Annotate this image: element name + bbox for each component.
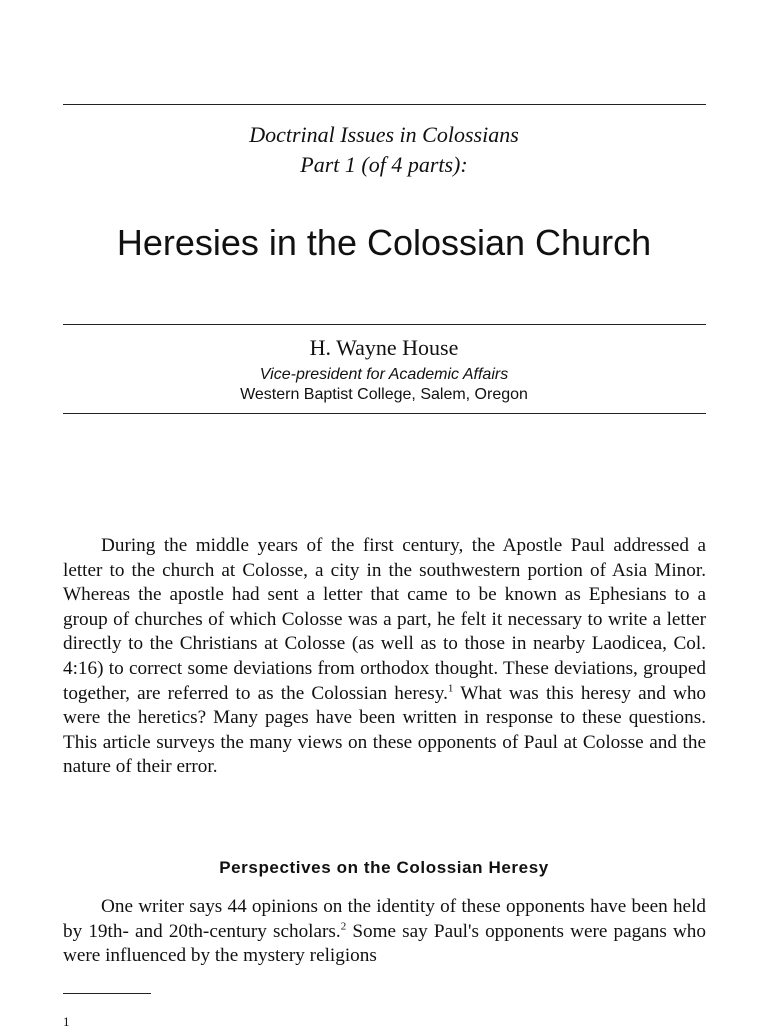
section-heading: Perspectives on the Colossian Heresy xyxy=(219,858,549,877)
series-line-2: Part 1 (of 4 parts): xyxy=(300,152,468,177)
footnote-rule xyxy=(63,993,151,994)
footnote-marker: 1 xyxy=(63,1014,70,1029)
footnote-ref-2: 2 xyxy=(340,920,347,933)
author-institution: Western Baptist College, Salem, Oregon xyxy=(240,386,528,403)
intro-paragraph xyxy=(63,534,706,780)
title-rule xyxy=(63,324,706,325)
top-rule xyxy=(63,104,706,105)
series-line-1: Doctrinal Issues in Colossians xyxy=(249,122,519,147)
section-paragraph xyxy=(63,895,706,969)
author-name: H. Wayne House xyxy=(309,335,459,360)
intro-text-a: During the middle years of the first century, the Apostle Paul addressed a letter to the church at Colosse, a city in the southwestern portion of Asia Minor. Whereas the apostle had sent a letter that came to be known as Ephesians to a group of churches of which Colosse was a part, he felt it necessary to write a letter directly to the Christians at Colosse (as well as to those in nearby Laodicea, Col. 4:16) to correct some deviations from orthodox thought. These deviations, grouped together, are referred to as the Colossian heresy. xyxy=(63,535,706,704)
article-title: Heresies in the Colossian Church xyxy=(116,222,652,263)
section-text-a: One writer says 44 opinions on the identity of these opponents have been held by 19th- and 20th-century scholars. xyxy=(63,896,706,942)
section-text-b: Some say Paul's opponents were pagans who were influenced by the mystery religions xyxy=(63,920,706,967)
intro-text-b: What was this heresy and who were the heretics? Many pages have been written in response to these questions. This article surveys the many views on these opponents of Paul at Colosse and the nature of their error. xyxy=(63,682,707,778)
footnote-ref-1: 1 xyxy=(447,682,454,695)
author-position: Vice-president for Academic Affairs xyxy=(259,366,509,383)
author-rule xyxy=(63,413,706,414)
